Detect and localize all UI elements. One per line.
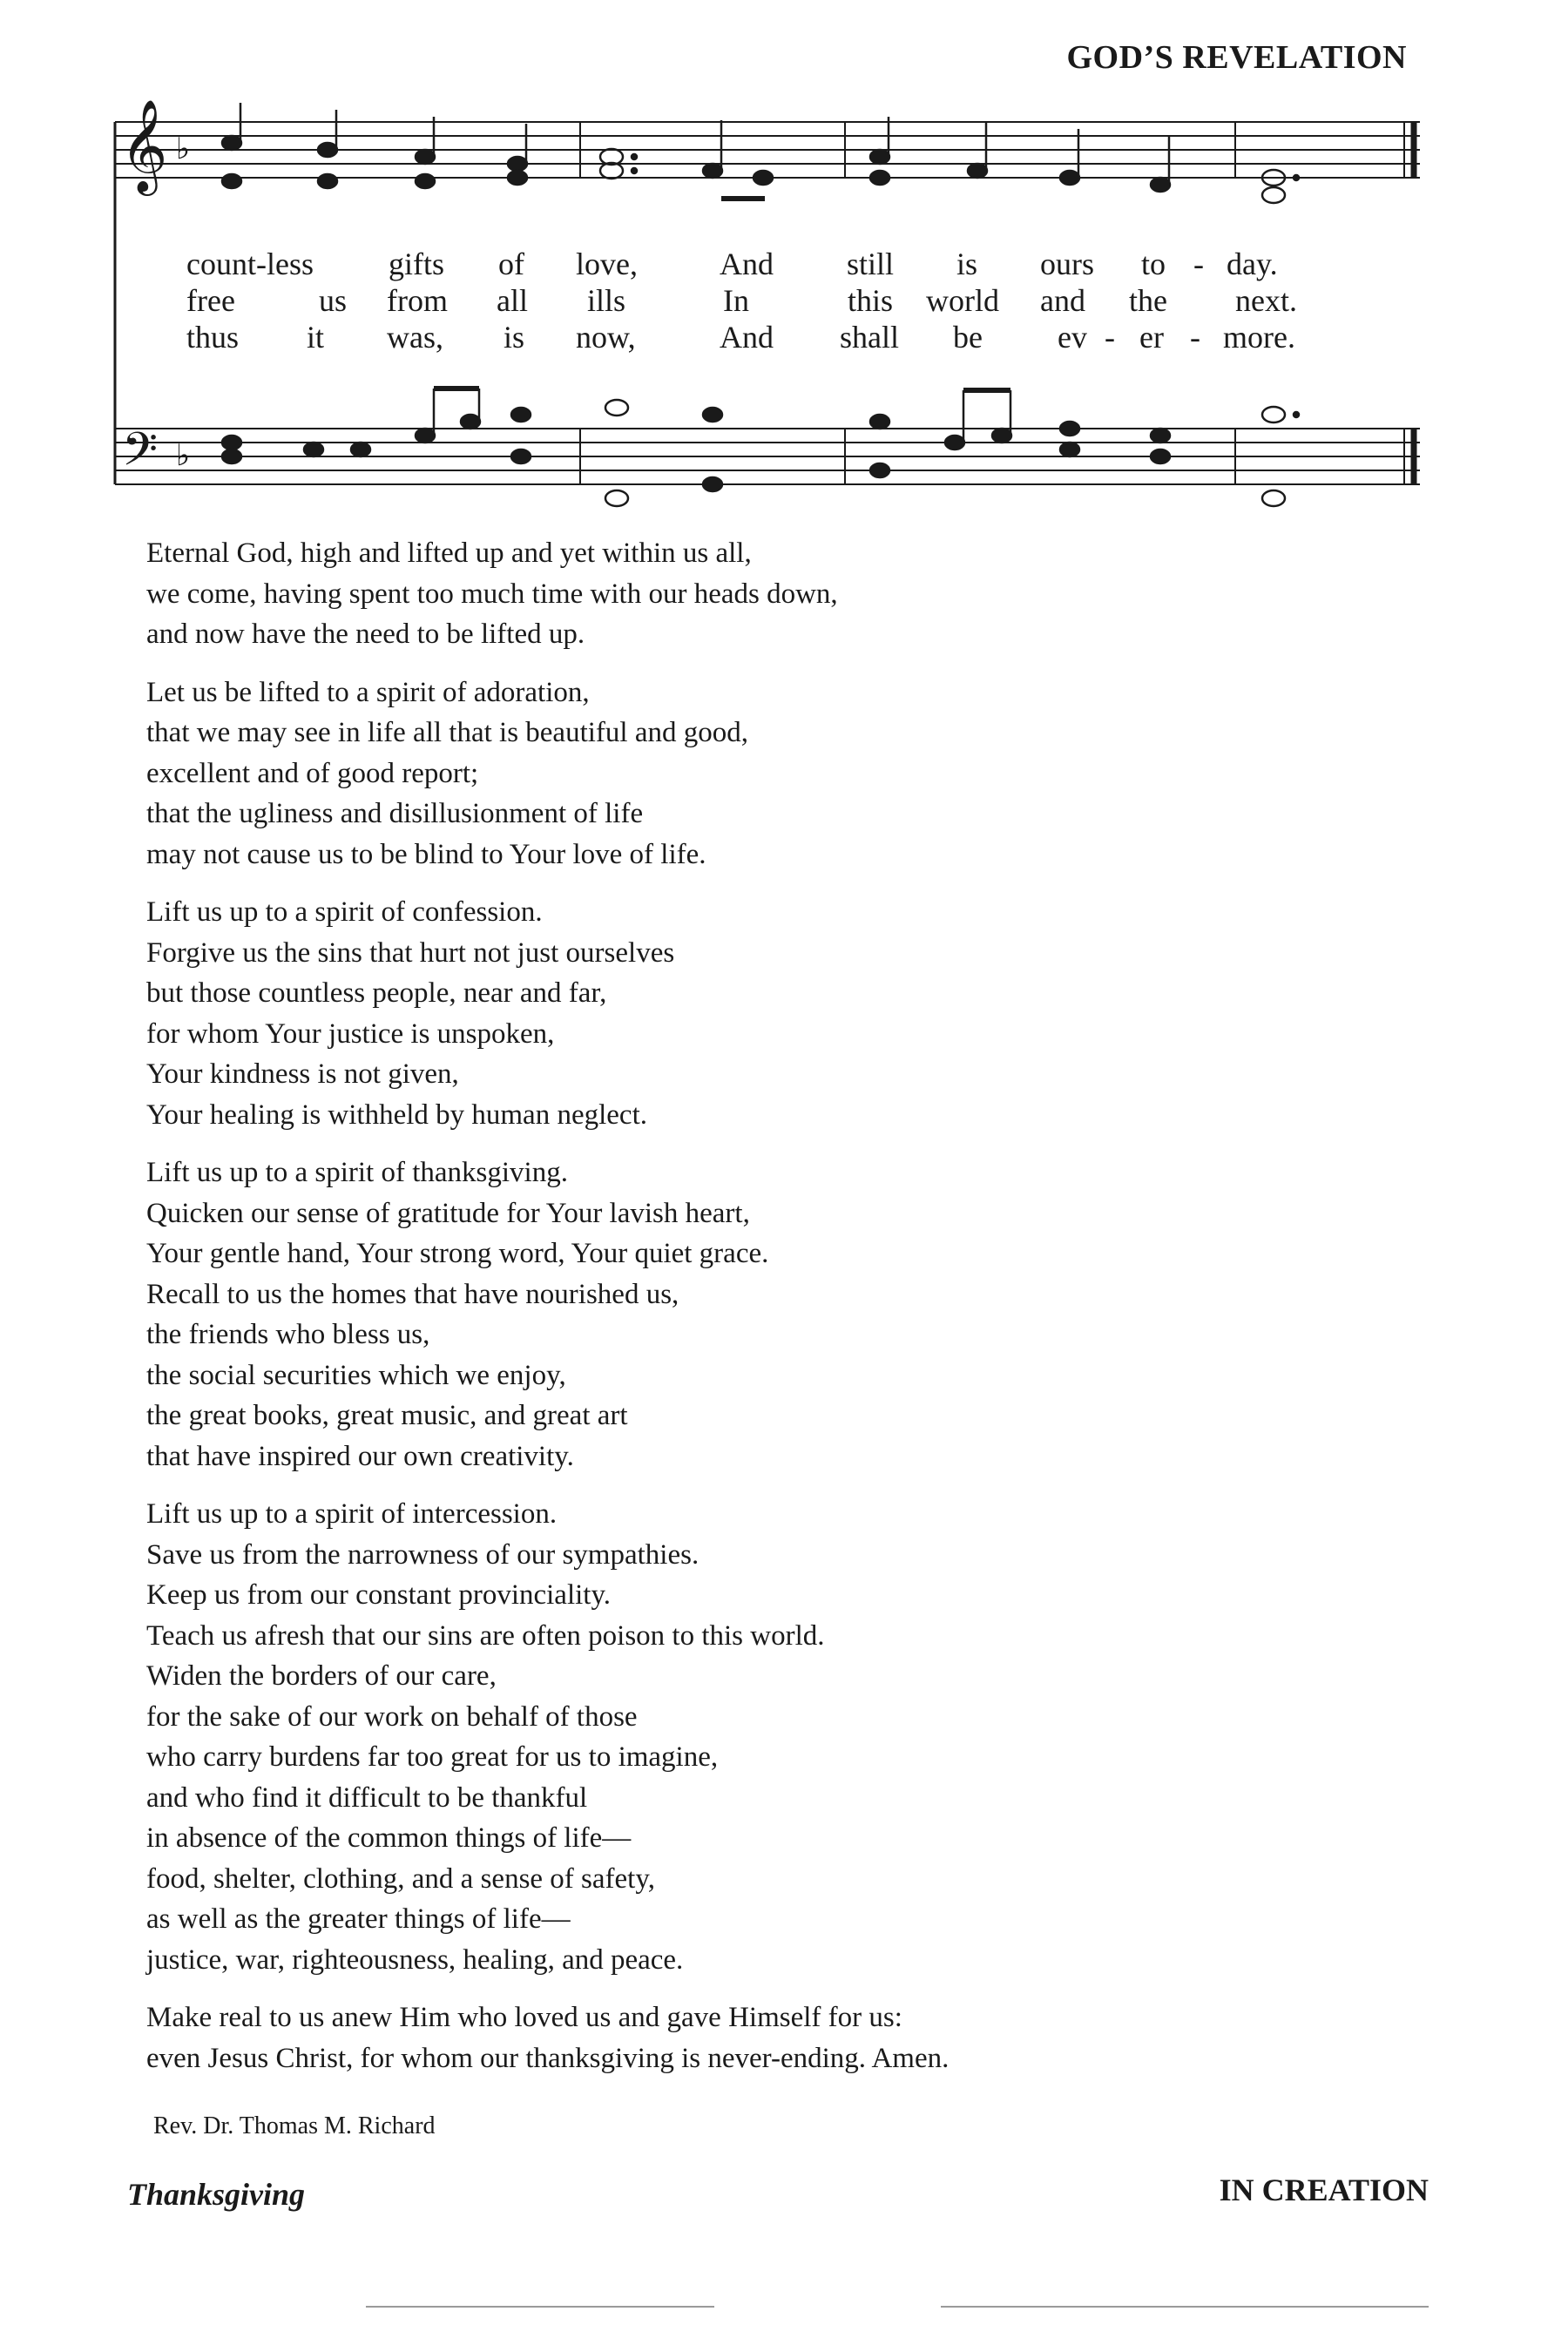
lyric-syllable: In	[723, 283, 749, 318]
lyric-syllable: be	[953, 320, 983, 355]
lyric-syllable: and	[1040, 283, 1085, 318]
prayer-line: Eternal God, high and lifted up and yet within us all,	[146, 537, 752, 569]
hymn-lyrics	[103, 246, 1427, 363]
lyric-syllable: next.	[1235, 283, 1297, 318]
prayer-stanza	[146, 1997, 1148, 2078]
prayer-line: Forgive us the sins that hurt not just ourselves	[146, 936, 675, 969]
lyric-syllable: of	[498, 247, 524, 281]
prayer-line: that the ugliness and disillusionment of life	[146, 798, 644, 829]
lyric-line-1	[103, 246, 1427, 282]
prayer-line: for whom Your justice is unspoken,	[146, 1017, 555, 1050]
lyric-syllable: is	[956, 247, 978, 281]
footer-season: Thanksgiving	[127, 2177, 306, 2212]
prayer-line: Let us be lifted to a spirit of adoration,	[146, 676, 590, 708]
prayer-line: as well as the greater things of life—	[146, 1903, 571, 1935]
scan-artifact-line	[941, 2306, 1429, 2308]
lyric-line-2	[103, 282, 1427, 319]
prayer-line: even Jesus Christ, for whom our thanksgiving is never-ending. Amen.	[146, 2042, 950, 2074]
footer-section: IN CREATION	[1219, 2173, 1429, 2207]
lyric-syllable: er	[1139, 320, 1164, 355]
prayer-line: the social securities which we enjoy,	[146, 1359, 566, 1391]
prayer-line: but those countless people, near and far,	[146, 977, 607, 1009]
lyric-syllable: free	[186, 283, 235, 318]
prayer-line: for the sake of our work on behalf of those	[146, 1700, 638, 1733]
prayer-line: that have inspired our own creativity.	[146, 1440, 574, 1472]
prayer-stanza	[146, 533, 1148, 655]
lyric-syllable: was,	[387, 320, 443, 355]
lyric-syllable: gifts	[389, 247, 445, 281]
prayer-line: Keep us from our constant provinciality.	[146, 1579, 612, 1611]
lyric-syllable: And	[720, 247, 774, 281]
prayer-text	[146, 533, 1148, 2096]
section-header: GOD’S REVELATION	[1066, 39, 1407, 76]
prayer-line: Quicken our sense of gratitude for Your lavish heart,	[146, 1197, 750, 1229]
prayer-line: justice, war, righteousness, healing, and peace.	[146, 1943, 684, 1976]
lyric-syllable: world	[926, 283, 999, 318]
prayer-line: excellent and of good report;	[146, 757, 479, 789]
prayer-line: the great books, great music, and great art	[146, 1400, 628, 1431]
lyric-syllable: -	[1190, 320, 1200, 355]
prayer-line: food, shelter, clothing, and a sense of safety,	[146, 1862, 655, 1895]
lyric-syllable: is	[504, 320, 525, 355]
prayer-line: who carry burdens far too great for us to imagine,	[146, 1741, 719, 1773]
prayer-line: may not cause us to be blind to Your love of life.	[146, 838, 706, 870]
treble-clef-icon: 𝄞	[120, 98, 168, 192]
prayer-line: we come, having spent too much time with our heads down,	[146, 578, 838, 610]
lyric-syllable: more.	[1223, 320, 1295, 355]
prayer-line: Save us from the narrowness of our sympathies.	[146, 1538, 700, 1571]
prayer-line: and now have the need to be lifted up.	[146, 618, 585, 650]
prayer-line: the friends who bless us,	[146, 1319, 430, 1350]
lyric-syllable: ills	[587, 283, 626, 318]
prayer-stanza	[146, 672, 1148, 875]
prayer-line: Recall to us the homes that have nourished us,	[146, 1278, 679, 1310]
lyric-syllable: this	[848, 283, 894, 318]
treble-staff	[115, 122, 1420, 178]
prayer-line: Your kindness is not given,	[146, 1058, 459, 1090]
lyric-syllable: from	[387, 283, 448, 318]
prayer-line: Lift us up to a spirit of thanksgiving.	[146, 1157, 568, 1188]
prayer-line: that we may see in life all that is beautiful and good,	[146, 717, 748, 748]
prayer-line: Teach us afresh that our sins are often poison to this world.	[146, 1619, 825, 1652]
lyric-syllable: us	[319, 283, 348, 318]
prayer-line: Lift us up to a spirit of confession.	[146, 896, 543, 928]
prayer-line: Your gentle hand, Your strong word, Your quiet grace.	[146, 1238, 769, 1269]
lyric-line-3	[103, 319, 1427, 355]
lyric-syllable: -	[1193, 247, 1204, 281]
prayer-line: Your healing is withheld by human neglect.	[146, 1098, 647, 1131]
prayer-line: and who find it difficult to be thankful	[146, 1781, 588, 1814]
lyric-syllable: the	[1129, 283, 1167, 318]
prayer-stanza	[146, 1494, 1148, 1980]
lyric-syllable: all	[497, 283, 528, 318]
bass-clef-icon: 𝄢	[122, 423, 159, 488]
scan-artifact-line	[366, 2306, 714, 2308]
lyric-syllable: still	[847, 247, 895, 281]
lyric-syllable: shall	[840, 320, 899, 355]
lyric-syllable: And	[720, 320, 774, 355]
lyric-syllable: ours	[1040, 247, 1094, 281]
lyric-syllable: ev	[1058, 320, 1087, 355]
lyric-syllable: to	[1141, 247, 1166, 281]
lyric-syllable: count-less	[186, 247, 314, 281]
lyric-syllable: love,	[576, 247, 638, 281]
prayer-line: Make real to us anew Him who loved us and gave Himself for us:	[146, 2002, 902, 2033]
lyric-syllable: thus	[186, 320, 240, 355]
treble-notes	[222, 103, 1299, 203]
bass-notes	[222, 389, 1299, 506]
flat-key-signature-bass-icon: ♭	[176, 438, 191, 473]
flat-key-signature-icon: ♭	[176, 132, 191, 166]
prayer-line: Lift us up to a spirit of intercession.	[146, 1498, 558, 1530]
author-attribution: Rev. Dr. Thomas M. Richard	[153, 2112, 436, 2139]
prayer-stanza	[146, 892, 1148, 1135]
lyric-syllable: -	[1105, 320, 1115, 355]
lyric-syllable: it	[307, 320, 325, 355]
prayer-line: Widen the borders of our care,	[146, 1660, 497, 1692]
prayer-line: in absence of the common things of life—	[146, 1822, 632, 1854]
prayer-stanza	[146, 1152, 1148, 1477]
lyric-syllable: day.	[1227, 247, 1278, 281]
lyric-syllable: now,	[576, 320, 636, 355]
